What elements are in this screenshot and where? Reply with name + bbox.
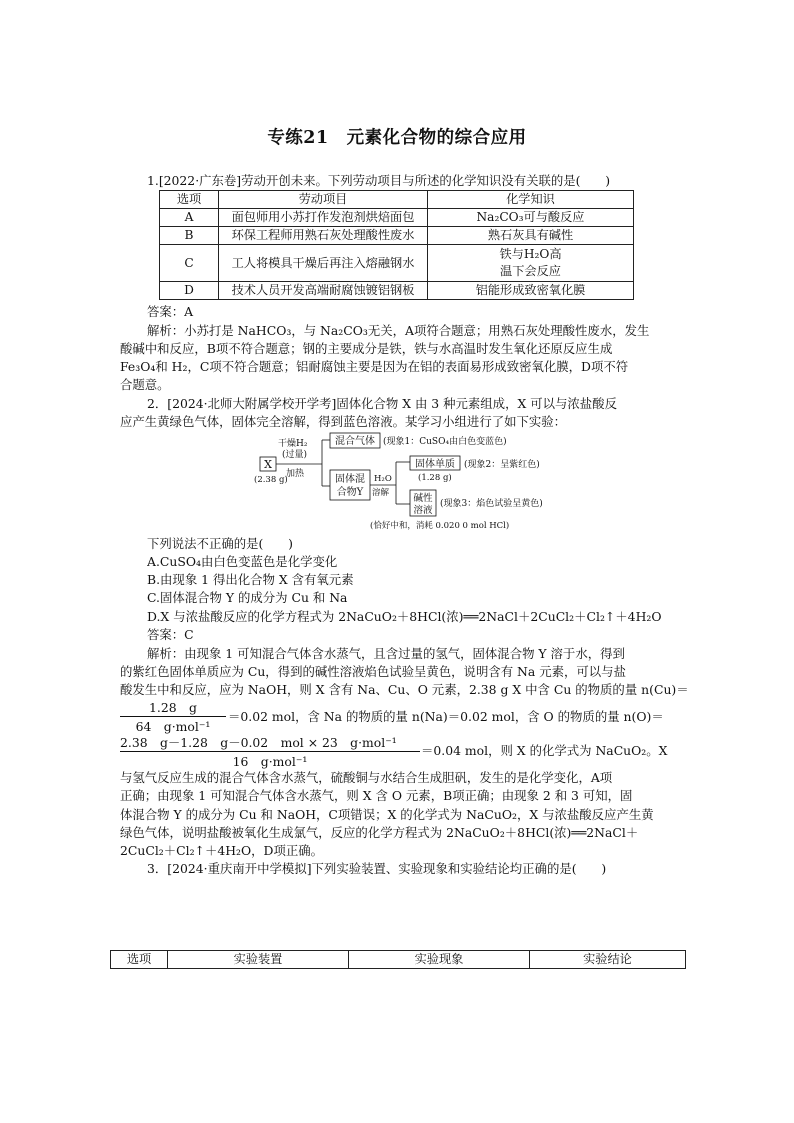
q3-table	[110, 950, 686, 969]
table-row	[160, 282, 634, 300]
table-cell: Na₂CO₃可与酸反应	[428, 209, 634, 227]
gas-note: (现象1：CuSO₄由白色变蓝色)	[383, 437, 507, 447]
q1-analysis-line: 酸碱中和反应，B项不符合题意；钢的主要成分是铁，铁与水高温时发生氧化还原反应生成	[120, 341, 613, 356]
table-header: 实验结论	[530, 951, 686, 969]
q2-analysis-line: 酸发生中和反应，应为 NaOH，则 X 含有 Na、Cu、O 元素，2.38 g X 中含 Cu 的物质的量 n(Cu)＝	[120, 682, 689, 697]
q2-analysis-line: 绿色气体，说明盐酸被氧化生成氯气，反应的化学方程式为 2NaCuO₂＋8HCl(浓)══2NaCl＋	[120, 825, 639, 840]
table-row	[160, 227, 634, 245]
q2-analysis-line: 解析：由现象 1 可知混合气体含水蒸气，且含过量的氢气，固体混合物 Y 溶于水，得到	[147, 646, 625, 661]
element-note: (现象2：呈紫红色)	[464, 460, 540, 470]
q2-stem-line: 应产生黄绿色气体，固体完全溶解，得到蓝色溶液。某学习小组进行了如下实验：	[120, 414, 567, 429]
x-mass: (2.38 g)	[254, 475, 288, 485]
q1-analysis-line: 合题意。	[120, 377, 170, 392]
table-cell: B	[160, 227, 219, 245]
table-row	[160, 245, 634, 282]
q2-analysis-line: 的紫红色固体单质应为 Cu，得到的碱性溶液焰色试验呈黄色，说明含有 Na 元素，可以与盐	[120, 664, 626, 679]
q1-table	[159, 190, 634, 300]
q2-option-c: C.固体混合物 Y 的成分为 Cu 和 Na	[147, 590, 348, 605]
element-label: 固体单质	[415, 459, 455, 470]
q2-question: 下列说法不正确的是( )	[147, 536, 293, 551]
water-label1: H₂O	[374, 474, 392, 484]
q2-answer: 答案：C	[147, 627, 194, 642]
q1-stem: 1.[2022·广东卷]劳动开创未来。下列劳动项目与所述的化学知识没有关联的是( )	[147, 173, 611, 188]
table-header-row	[160, 191, 634, 209]
q2-stem-line: 2．[2024·北师大附属学校开学考]固体化合物 X 由 3 种元素组成，X 可以与浓盐酸反	[147, 396, 617, 411]
table-cell: 技术人员开发高端耐腐蚀镀铝钢板	[219, 282, 428, 300]
base-label2: 溶液	[413, 505, 433, 516]
solid-label1: 固体混	[335, 474, 365, 485]
q2-analysis-line: 体混合物 Y 的成分为 Cu 和 NaOH，C项错误；X 的化学式为 NaCuO₂，X 与浓盐酸反应产生黄	[120, 807, 654, 822]
arrow-top2: (过量)	[282, 450, 308, 460]
table-cell: D	[160, 282, 219, 300]
table-header: 劳动项目	[219, 191, 428, 209]
element-mass: (1.28 g)	[418, 473, 452, 483]
water-label2: 溶解	[372, 488, 390, 498]
fraction-numerator: 1.28 g	[149, 700, 197, 715]
q2-analysis-line: 与氢气反应生成的混合气体含水蒸气，硫酸铜与水结合生成胆矾，发生的是化学变化，A项	[120, 770, 613, 785]
table-header: 选项	[160, 191, 219, 209]
q1-analysis-line: 解析：小苏打是 NaHCO₃，与 Na₂CO₃无关，A项符合题意；用熟石灰处理酸性废水，发生	[147, 323, 650, 338]
x-label: X	[264, 458, 272, 471]
q1-analysis-line: Fe₃O₄和 H₂，C项不符合题意；铝耐腐蚀主要是因为在铝的表面易形成致密氧化膜，D项不符	[120, 359, 629, 374]
table-header: 实验装置	[168, 951, 349, 969]
table-header: 实验现象	[349, 951, 530, 969]
q2-analysis-line: ＝0.02 mol，含 Na 的物质的量 n(Na)＝0.02 mol，含 O 的物质的量 n(O)＝	[228, 709, 664, 724]
table-cell	[428, 245, 634, 282]
fraction-cu	[120, 698, 226, 735]
table-cell: 面包师用小苏打作发泡剂烘焙面包	[219, 209, 428, 227]
table-header: 选项	[111, 951, 168, 969]
arrow-top1: 干燥H₂	[278, 439, 308, 449]
table-cell: 工人将模具干燥后再注入熔融钢水	[219, 245, 428, 282]
solid-label2: 合物Y	[336, 487, 364, 498]
table-cell: 环保工程师用熟石灰处理酸性废水	[219, 227, 428, 245]
table-cell-line: 铁与H₂O高	[499, 247, 562, 261]
q3-stem: 3．[2024·重庆南开中学模拟]下列实验装置、实验现象和实验结论均正确的是( )	[147, 861, 607, 876]
gas-label: 混合气体	[335, 436, 375, 447]
base-note: (现象3：焰色试验呈黄色)	[440, 499, 543, 509]
table-header-row	[111, 951, 686, 969]
table-cell: C	[160, 245, 219, 282]
page-title: 专练21 元素化合物的综合应用	[267, 128, 527, 148]
fraction-denominator: 16 g·mol⁻¹	[232, 754, 308, 769]
q2-analysis-line: ＝0.04 mol，则 X 的化学式为 NaCuO₂。X	[421, 743, 668, 758]
q2-analysis-line: 正确；由现象 1 可知混合气体含水蒸气，则 X 含 O 元素，B项正确；由现象 2 和 3 可知，固	[120, 788, 633, 803]
q1-answer: 答案：A	[147, 304, 194, 319]
q2-option-a: A.CuSO₄由白色变蓝色是化学变化	[147, 554, 338, 569]
table-cell-line: 温下会反应	[500, 264, 561, 278]
experiment-diagram	[250, 432, 590, 534]
table-header: 化学知识	[428, 191, 634, 209]
fraction-denominator: 64 g·mol⁻¹	[135, 719, 211, 734]
table-cell: 熟石灰具有碱性	[428, 227, 634, 245]
arrow-bottom: 加热	[286, 469, 305, 479]
base-label1: 碱性	[413, 493, 433, 504]
table-cell: 铝能形成致密氧化膜	[428, 282, 634, 300]
fraction-numerator: 2.38 g－1.28 g－0.02 mol × 23 g·mol⁻¹	[120, 735, 397, 750]
table-row	[160, 209, 634, 227]
q2-option-b: B.由现象 1 得出化合物 X 含有氧元素	[147, 572, 354, 587]
q2-option-d: D.X 与浓盐酸反应的化学方程式为 2NaCuO₂＋8HCl(浓)══2NaCl＋2CuCl₂＋Cl₂↑＋4H₂O	[147, 609, 662, 624]
table-cell: A	[160, 209, 219, 227]
neutral-note: (恰好中和，消耗 0.020 0 mol HCl)	[370, 521, 510, 531]
q2-analysis-line: 2CuCl₂＋Cl₂↑＋4H₂O，D项正确。	[120, 843, 324, 858]
fraction-o	[120, 733, 420, 770]
